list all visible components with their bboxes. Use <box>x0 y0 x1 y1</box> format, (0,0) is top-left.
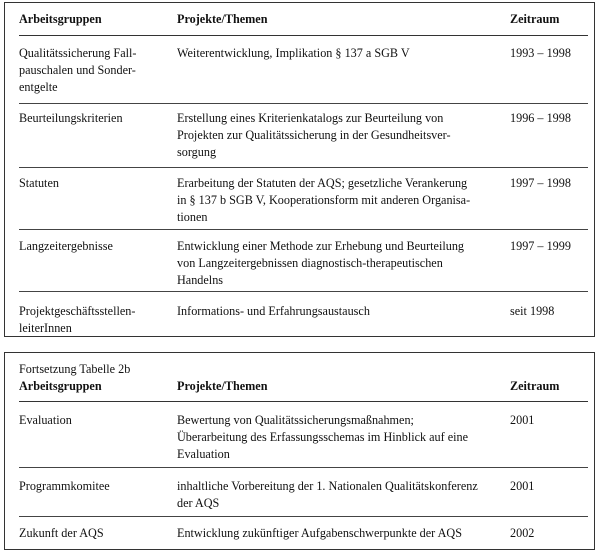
period-cell: 1997 – 1998 <box>510 176 571 190</box>
period-cell: seit 1998 <box>510 304 555 318</box>
header-projekte-themen: Projekte/Themen <box>177 12 268 26</box>
period-cell: 2002 <box>510 526 535 540</box>
group-line: Projektgeschäftsstellen- <box>19 304 136 318</box>
group-line: Qualitätssicherung Fall- <box>19 46 137 60</box>
project-cell <box>177 412 495 464</box>
row-rule <box>19 167 588 168</box>
group-line: Programmkomitee <box>19 479 110 493</box>
group-cell <box>19 110 159 127</box>
project-cell <box>177 110 495 162</box>
project-line: Entwicklung zukünftiger Aufgabenschwerpunkte der AQS <box>177 526 462 540</box>
header-zeitraum: Zeitraum <box>510 379 560 393</box>
header-rule <box>19 35 588 36</box>
table-continuation <box>4 352 595 550</box>
group-line: Beurteilungskriterien <box>19 111 123 125</box>
period-cell: 2001 <box>510 413 535 427</box>
header-projekte-themen: Projekte/Themen <box>177 379 268 393</box>
header-arbeitsgruppen: Arbeitsgruppen <box>19 12 102 26</box>
project-line: tionen <box>177 210 208 225</box>
project-line: Weiterentwicklung, Implikation § 137 a SGB V <box>177 46 410 60</box>
project-cell <box>177 238 495 290</box>
row-rule <box>19 291 588 292</box>
project-line: Projekten zur Qualitätssicherung in der Gesundheitsver- <box>177 128 451 143</box>
project-line: Handelns <box>177 273 224 288</box>
project-line: Informations- und Erfahrungsaustausch <box>177 304 370 318</box>
group-line: Evaluation <box>19 413 72 427</box>
header-zeitraum: Zeitraum <box>510 12 560 26</box>
project-line: Erarbeitung der Statuten der AQS; gesetzliche Verankerung <box>177 176 468 190</box>
period-cell: 1997 – 1999 <box>510 239 571 253</box>
group-cell <box>19 525 159 542</box>
group-line: Langzeitergebnisse <box>19 239 113 253</box>
project-line: Erstellung eines Kriterienkatalogs zur Beurteilung von <box>177 111 444 125</box>
project-line: inhaltliche Vorbereitung der 1. Nationalen Qualitätskonferenz <box>177 479 478 493</box>
group-cell <box>19 412 159 429</box>
project-cell <box>177 175 495 227</box>
table-caption: Fortsetzung Tabelle 2b <box>19 362 131 376</box>
table-main <box>4 2 595 337</box>
row-rule <box>19 516 588 517</box>
period-cell: 1993 – 1998 <box>510 46 571 60</box>
group-cell <box>19 238 159 255</box>
period-cell: 1996 – 1998 <box>510 111 571 125</box>
project-cell <box>177 303 495 320</box>
row-rule <box>19 467 588 468</box>
project-line: in § 137 b SGB V, Kooperationsform mit anderen Organisa- <box>177 193 471 208</box>
project-cell <box>177 45 495 62</box>
project-line: Entwicklung einer Methode zur Erhebung und Beurteilung <box>177 239 465 253</box>
row-rule <box>19 103 588 104</box>
project-line: Überarbeitung des Erfassungsschemas im Hinblick auf eine <box>177 430 469 445</box>
project-line: der AQS <box>177 496 220 511</box>
group-cell <box>19 45 159 97</box>
row-rule <box>19 229 588 230</box>
period-cell: 2001 <box>510 479 535 493</box>
project-line: Evaluation <box>177 447 230 462</box>
header-rule <box>19 401 588 402</box>
header-arbeitsgruppen: Arbeitsgruppen <box>19 379 102 393</box>
group-line: pauschalen und Sonder- <box>19 63 136 78</box>
project-line: Bewertung von Qualitätssicherungsmaßnahmen; <box>177 413 414 427</box>
project-cell <box>177 478 495 512</box>
group-line: entgelte <box>19 80 58 95</box>
group-cell <box>19 175 159 192</box>
project-line: von Langzeitergebnissen diagnostisch-therapeutischen <box>177 256 443 271</box>
group-line: Statuten <box>19 176 59 190</box>
group-line: leiterInnen <box>19 321 72 336</box>
group-cell <box>19 303 159 337</box>
project-line: sorgung <box>177 145 217 160</box>
group-line: Zukunft der AQS <box>19 526 104 540</box>
group-cell <box>19 478 159 495</box>
project-cell <box>177 525 495 542</box>
